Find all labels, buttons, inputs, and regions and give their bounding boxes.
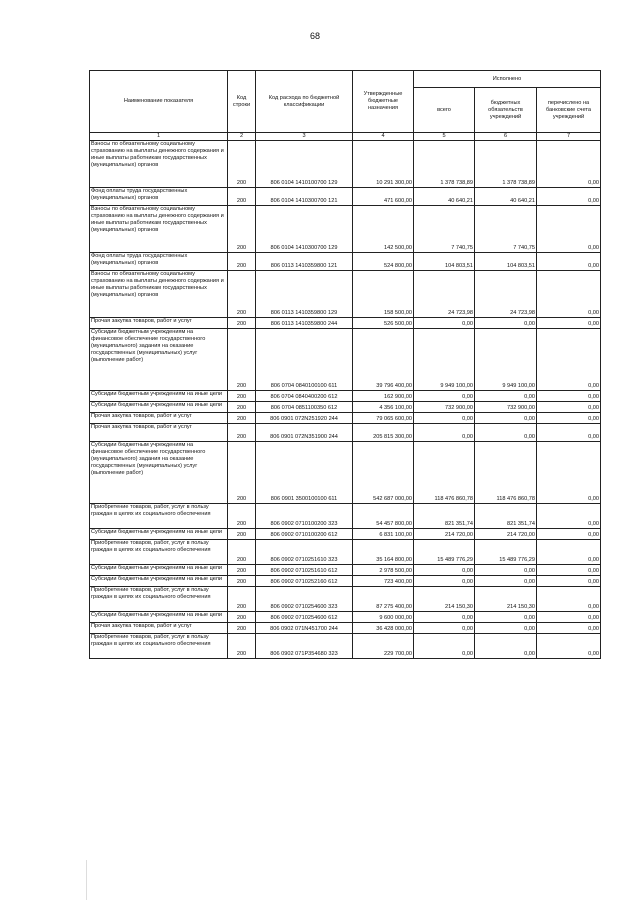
column-number: 2 [228, 133, 256, 141]
row-approved-amount: 87 275 400,00 [353, 587, 414, 612]
row-line-code: 200 [228, 329, 256, 391]
header-executed-total: всего [414, 88, 475, 133]
row-budget-obligations: 1 378 738,89 [475, 141, 537, 188]
row-budget-obligations: 24 723,98 [475, 271, 537, 318]
row-indicator-name: Субсидии бюджетным учреждениям на иные цели [90, 529, 228, 540]
row-indicator-name: Взносы по обязательному социальному страхованию на выплаты денежного содержания и иные выплаты работникам государственных (муниципальных) органов [90, 271, 228, 318]
row-transferred-amount: 0,00 [537, 504, 601, 529]
row-line-code: 200 [228, 413, 256, 424]
row-line-code: 200 [228, 504, 256, 529]
row-approved-amount: 723 400,00 [353, 576, 414, 587]
row-executed-total: 0,00 [414, 612, 475, 623]
row-budget-obligations: 0,00 [475, 634, 537, 659]
row-line-code: 200 [228, 540, 256, 565]
row-indicator-name: Фонд оплаты труда государственных (муниципальных) органов [90, 188, 228, 206]
row-expense-code: 806 0104 1410100700 129 [256, 141, 353, 188]
row-budget-obligations: 118 476 860,78 [475, 442, 537, 504]
row-expense-code: 806 0704 0840400200 612 [256, 391, 353, 402]
row-budget-obligations: 0,00 [475, 576, 537, 587]
row-approved-amount: 54 457 800,00 [353, 504, 414, 529]
column-number-row [90, 133, 601, 141]
row-transferred-amount: 0,00 [537, 612, 601, 623]
row-indicator-name: Субсидии бюджетным учреждениям на финансовое обеспечение государственного (муниципального) задания на оказание государственных (муниципальных) услуг (выполнение работ) [90, 329, 228, 391]
row-approved-amount: 35 164 800,00 [353, 540, 414, 565]
row-line-code: 200 [228, 271, 256, 318]
row-budget-obligations: 0,00 [475, 413, 537, 424]
row-indicator-name: Прочая закупка товаров, работ и услуг [90, 318, 228, 329]
row-transferred-amount: 0,00 [537, 413, 601, 424]
row-approved-amount: 542 687 000,00 [353, 442, 414, 504]
row-expense-code: 806 0704 0851100350 612 [256, 402, 353, 413]
budget-execution-table [89, 70, 601, 659]
row-transferred-amount: 0,00 [537, 271, 601, 318]
row-line-code: 200 [228, 424, 256, 442]
row-executed-total: 732 900,00 [414, 402, 475, 413]
row-budget-obligations: 9 949 100,00 [475, 329, 537, 391]
row-expense-code: 806 0902 0710251610 612 [256, 565, 353, 576]
row-budget-obligations: 732 900,00 [475, 402, 537, 413]
header-approved-appropriations: Утвержденные бюджетные назначения [353, 71, 414, 133]
row-approved-amount: 526 500,00 [353, 318, 414, 329]
row-expense-code: 806 0902 071N451700 244 [256, 623, 353, 634]
table-row [90, 529, 601, 540]
row-executed-total: 214 720,00 [414, 529, 475, 540]
row-line-code: 200 [228, 576, 256, 587]
row-executed-total: 214 150,30 [414, 587, 475, 612]
row-executed-total: 40 640,21 [414, 188, 475, 206]
table-row [90, 504, 601, 529]
header-expense-code: Код расхода по бюджетной классификации [256, 71, 353, 133]
table-row [90, 391, 601, 402]
row-budget-obligations: 214 720,00 [475, 529, 537, 540]
row-expense-code: 806 0902 0710251610 323 [256, 540, 353, 565]
row-approved-amount: 10 291 300,00 [353, 141, 414, 188]
row-line-code: 200 [228, 612, 256, 623]
row-executed-total: 7 740,75 [414, 206, 475, 253]
row-executed-total: 0,00 [414, 391, 475, 402]
table-row [90, 253, 601, 271]
row-line-code: 200 [228, 391, 256, 402]
row-approved-amount: 39 796 400,00 [353, 329, 414, 391]
row-approved-amount: 471 600,00 [353, 188, 414, 206]
column-number: 1 [90, 133, 228, 141]
table-row [90, 424, 601, 442]
row-indicator-name: Приобретение товаров, работ, услуг в пользу граждан в целях их социального обеспечения [90, 634, 228, 659]
table-row [90, 540, 601, 565]
row-expense-code: 806 0113 1410359800 121 [256, 253, 353, 271]
column-number: 4 [353, 133, 414, 141]
row-transferred-amount: 0,00 [537, 565, 601, 576]
row-executed-total: 1 378 738,89 [414, 141, 475, 188]
table-row [90, 623, 601, 634]
row-approved-amount: 205 815 300,00 [353, 424, 414, 442]
table-row [90, 565, 601, 576]
row-transferred-amount: 0,00 [537, 253, 601, 271]
row-expense-code: 806 0901 3500100100 611 [256, 442, 353, 504]
row-expense-code: 806 0902 071P354680 323 [256, 634, 353, 659]
row-approved-amount: 79 065 600,00 [353, 413, 414, 424]
row-expense-code: 806 0902 0710254600 612 [256, 612, 353, 623]
row-budget-obligations: 40 640,21 [475, 188, 537, 206]
row-budget-obligations: 0,00 [475, 424, 537, 442]
row-transferred-amount: 0,00 [537, 540, 601, 565]
row-indicator-name: Субсидии бюджетным учреждениям на иные цели [90, 402, 228, 413]
row-approved-amount: 36 428 000,00 [353, 623, 414, 634]
row-line-code: 200 [228, 188, 256, 206]
row-indicator-name: Взносы по обязательному социальному страхованию на выплаты денежного содержания и иные выплаты работникам государственных (муниципальных) органов [90, 206, 228, 253]
row-budget-obligations: 0,00 [475, 612, 537, 623]
header-line-code: Код строки [228, 71, 256, 133]
row-indicator-name: Субсидии бюджетным учреждениям на иные цели [90, 391, 228, 402]
row-transferred-amount: 0,00 [537, 206, 601, 253]
row-indicator-name: Приобретение товаров, работ, услуг в пользу граждан в целях их социального обеспечения [90, 504, 228, 529]
row-executed-total: 821 351,74 [414, 504, 475, 529]
row-indicator-name: Приобретение товаров, работ, услуг в пользу граждан в целях их социального обеспечения [90, 540, 228, 565]
column-number: 3 [256, 133, 353, 141]
row-budget-obligations: 821 351,74 [475, 504, 537, 529]
row-indicator-name: Приобретение товаров, работ, услуг в пользу граждан в целях их социального обеспечения [90, 587, 228, 612]
row-executed-total: 0,00 [414, 424, 475, 442]
table-row [90, 318, 601, 329]
row-transferred-amount: 0,00 [537, 318, 601, 329]
row-executed-total: 0,00 [414, 623, 475, 634]
row-executed-total: 0,00 [414, 318, 475, 329]
scan-edge-mark [86, 860, 87, 900]
row-expense-code: 806 0104 1410300700 121 [256, 188, 353, 206]
row-line-code: 200 [228, 442, 256, 504]
table-row [90, 329, 601, 391]
row-transferred-amount: 0,00 [537, 529, 601, 540]
row-transferred-amount: 0,00 [537, 402, 601, 413]
header-executed: Исполнено [414, 71, 601, 88]
row-executed-total: 0,00 [414, 565, 475, 576]
row-budget-obligations: 0,00 [475, 623, 537, 634]
row-indicator-name: Прочая закупка товаров, работ и услуг [90, 413, 228, 424]
row-budget-obligations: 15 489 776,29 [475, 540, 537, 565]
row-expense-code: 806 0901 072N251920 244 [256, 413, 353, 424]
table-row [90, 206, 601, 253]
row-approved-amount: 142 500,00 [353, 206, 414, 253]
row-expense-code: 806 0902 0710254600 323 [256, 587, 353, 612]
row-transferred-amount: 0,00 [537, 329, 601, 391]
row-executed-total: 118 476 860,78 [414, 442, 475, 504]
row-line-code: 200 [228, 587, 256, 612]
table-row [90, 576, 601, 587]
header-indicator-name: Наименование показателя [90, 71, 228, 133]
row-expense-code: 806 0902 0710100200 323 [256, 504, 353, 529]
table-row [90, 587, 601, 612]
row-executed-total: 9 949 100,00 [414, 329, 475, 391]
row-executed-total: 24 723,98 [414, 271, 475, 318]
row-indicator-name: Субсидии бюджетным учреждениям на иные цели [90, 612, 228, 623]
row-transferred-amount: 0,00 [537, 634, 601, 659]
column-number: 6 [475, 133, 537, 141]
row-transferred-amount: 0,00 [537, 442, 601, 504]
table-row [90, 442, 601, 504]
row-transferred-amount: 0,00 [537, 623, 601, 634]
row-indicator-name: Субсидии бюджетным учреждениям на финансовое обеспечение государственного (муниципального) задания на оказание государственных (муниципальных) услуг (выполнение работ) [90, 442, 228, 504]
row-expense-code: 806 0104 1410300700 129 [256, 206, 353, 253]
row-approved-amount: 2 978 500,00 [353, 565, 414, 576]
row-budget-obligations: 214 150,30 [475, 587, 537, 612]
row-approved-amount: 6 831 100,00 [353, 529, 414, 540]
table-row [90, 612, 601, 623]
row-indicator-name: Субсидии бюджетным учреждениям на иные цели [90, 565, 228, 576]
row-approved-amount: 162 900,00 [353, 391, 414, 402]
row-indicator-name: Субсидии бюджетным учреждениям на иные цели [90, 576, 228, 587]
row-executed-total: 0,00 [414, 576, 475, 587]
row-budget-obligations: 0,00 [475, 391, 537, 402]
row-approved-amount: 4 356 100,00 [353, 402, 414, 413]
row-approved-amount: 158 500,00 [353, 271, 414, 318]
table-row [90, 634, 601, 659]
page-number: 68 [309, 31, 320, 41]
row-indicator-name: Фонд оплаты труда государственных (муниципальных) органов [90, 253, 228, 271]
row-executed-total: 15 489 776,29 [414, 540, 475, 565]
table-row [90, 402, 601, 413]
row-expense-code: 806 0901 072N351900 244 [256, 424, 353, 442]
row-executed-total: 104 803,51 [414, 253, 475, 271]
column-number: 5 [414, 133, 475, 141]
row-expense-code: 806 0704 0840100100 611 [256, 329, 353, 391]
row-approved-amount: 229 700,00 [353, 634, 414, 659]
row-line-code: 200 [228, 253, 256, 271]
table-row [90, 271, 601, 318]
column-number: 7 [537, 133, 601, 141]
row-line-code: 200 [228, 565, 256, 576]
row-executed-total: 0,00 [414, 634, 475, 659]
table-row [90, 141, 601, 188]
row-indicator-name: Прочая закупка товаров, работ и услуг [90, 424, 228, 442]
row-transferred-amount: 0,00 [537, 587, 601, 612]
header-transferred-to-accounts: перечислено на банковские счета учреждений [537, 88, 601, 133]
row-budget-obligations: 104 803,51 [475, 253, 537, 271]
row-indicator-name: Прочая закупка товаров, работ и услуг [90, 623, 228, 634]
row-line-code: 200 [228, 634, 256, 659]
row-transferred-amount: 0,00 [537, 391, 601, 402]
row-line-code: 200 [228, 318, 256, 329]
row-approved-amount: 9 600 000,00 [353, 612, 414, 623]
row-budget-obligations: 7 740,75 [475, 206, 537, 253]
row-transferred-amount: 0,00 [537, 576, 601, 587]
table-row [90, 413, 601, 424]
row-line-code: 200 [228, 402, 256, 413]
row-expense-code: 806 0902 0710100200 612 [256, 529, 353, 540]
row-approved-amount: 524 800,00 [353, 253, 414, 271]
row-expense-code: 806 0113 1410359800 244 [256, 318, 353, 329]
row-expense-code: 806 0902 0710252160 612 [256, 576, 353, 587]
row-budget-obligations: 0,00 [475, 318, 537, 329]
row-budget-obligations: 0,00 [475, 565, 537, 576]
row-line-code: 200 [228, 141, 256, 188]
table-row [90, 188, 601, 206]
row-transferred-amount: 0,00 [537, 188, 601, 206]
row-expense-code: 806 0113 1410359800 129 [256, 271, 353, 318]
row-transferred-amount: 0,00 [537, 424, 601, 442]
row-indicator-name: Взносы по обязательному социальному страхованию на выплаты денежного содержания и иные выплаты работникам государственных (муниципальных) органов [90, 141, 228, 188]
row-transferred-amount: 0,00 [537, 141, 601, 188]
row-line-code: 200 [228, 206, 256, 253]
header-budget-obligations: бюджетных обязательств учреждений [475, 88, 537, 133]
row-executed-total: 0,00 [414, 413, 475, 424]
row-line-code: 200 [228, 623, 256, 634]
row-line-code: 200 [228, 529, 256, 540]
